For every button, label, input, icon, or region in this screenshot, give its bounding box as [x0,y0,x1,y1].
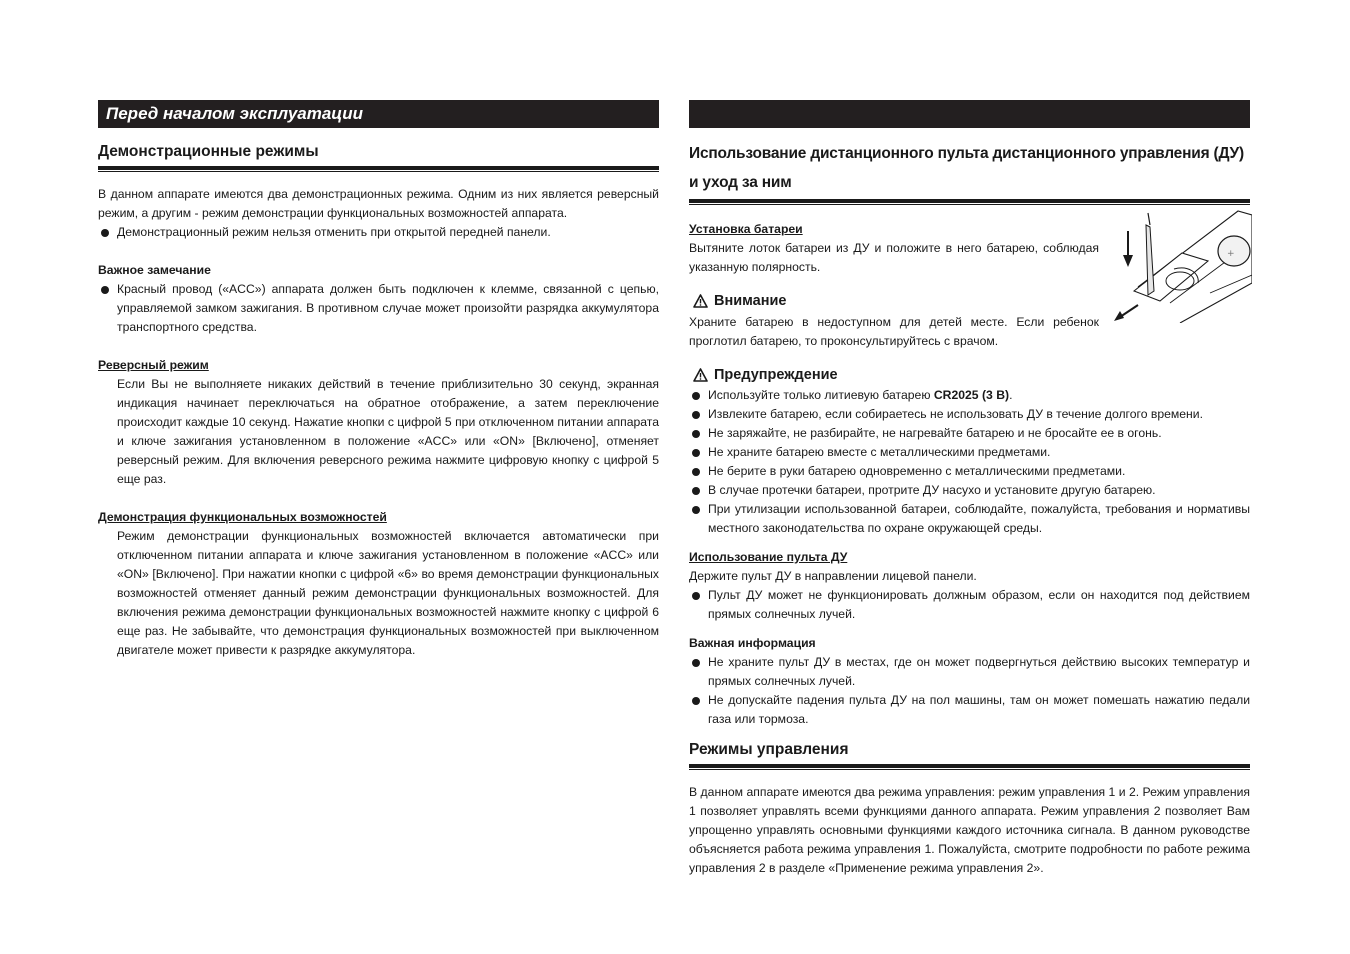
list-item [689,424,1250,443]
warning-triangle-icon [693,368,708,382]
bullet-icon [692,411,700,419]
control-modes-text: В данном аппарате имеются два режима управления: режим управления 1 и 2. Режим управления 1 позволяет управлять всеми функциями данного аппарата. Режим управления 2 позволяет Вам упрощенно управлять основными функциями каждого источника сигнала. В данном руководстве объясняется работа режима управления 1. Пожалуйста, смотрите подробности по работе режима управления 2 в разделе «Применение режима управления 2». [689,785,1250,875]
list-item [98,280,659,337]
important-info-title: Важная информация [689,636,816,650]
list-item-text: Не заряжайте, не разбирайте, не нагревайте батарею и не бросайте ее в огонь. [708,426,1162,440]
warning-heading [689,365,1250,385]
bullet-icon [692,449,700,457]
battery-install-title: Установка батареи [689,222,803,236]
list-item [689,500,1250,538]
list-item [689,443,1250,462]
remote-care-title: Использование дистанционного пульта дистанционного управления (ДУ) и уход за ним [689,145,1244,191]
bullet-icon [692,506,700,514]
list-item-text: В случае протечки батареи, протрите ДУ насухо и установите другую батарею. [708,483,1156,497]
remote-use-text: Держите пульт ДУ в направлении лицевой панели. [689,569,977,583]
demo-modes-intro: В данном аппарате имеются два демонстрационных режима. Одним из них является реверсный режим, а другим - режим демонстрации функциональных возможностей аппарата. [98,187,659,220]
title-rule [689,764,1250,771]
section-banner: Перед началом эксплуатации [98,100,659,128]
bullet-icon [692,592,700,600]
bullet-icon [692,392,700,400]
left-column [98,100,659,660]
battery-plus-mark: + [1227,249,1235,259]
list-item [689,653,1250,691]
reverse-mode-text: Если Вы не выполняете никаких действий в течение приблизительно 30 секунд, экранная индикация начинает переключаться на обратное отображение, а затем переключение происходит каждые 10 секунд. Нажатие кнопки с цифрой 5 при отключенном питании аппарата и ключе зажигания установленном в положение «ACC» или «ON» [Включено], отменяет реверсный режим. Для включения реверсного режима нажмите цифровую кнопку с цифрой 5 еще раз. [117,377,659,486]
list-item-text: Пульт ДУ может не функционировать должным образом, если он находится под действием прямых солнечных лучей. [708,588,1250,621]
list-item [689,481,1250,500]
feature-demo-title: Демонстрация функциональных возможностей [98,510,387,524]
bullet-icon [692,468,700,476]
list-item [689,462,1250,481]
caution-title: Внимание [714,293,787,309]
list-item [689,405,1250,424]
list-item [689,386,1250,405]
battery-install-text: Вытяните лоток батареи из ДУ и положите в него батарею, соблюдая указанную полярность. [689,241,1099,274]
demo-modes-title: Демонстрационные режимы [98,143,319,160]
list-item-text: Демонстрационный режим нельзя отменить при открытой передней панели. [117,225,551,239]
list-item-text: Используйте только литиевую батарею [708,388,934,402]
control-modes-title: Режимы управления [689,741,849,758]
warning-triangle-icon [693,294,708,308]
list-item-text: Не храните батарею вместе с металлическими предметами. [708,445,1051,459]
section-banner-empty [689,100,1250,128]
battery-install-illustration [1110,205,1252,323]
list-item-text: Не храните пульт ДУ в местах, где он может подвергнуться действию высоких температур и прямых солнечных лучей. [708,655,1250,688]
list-item-text: При утилизации использованной батареи, соблюдайте, пожалуйста, требования и нормативы местного законодательства по охране окружающей среды. [708,502,1250,535]
list-item-text: Не допускайте падения пульта ДУ на пол машины, там он может помешать нажатию педали газа или тормоза. [708,693,1250,726]
bullet-icon [692,659,700,667]
list-item [98,223,659,242]
right-column [689,100,1250,878]
bullet-icon [101,229,109,237]
battery-model: CR2025 (3 В) [933,388,1010,402]
caution-text: Храните батарею в недоступном для детей месте. Если ребенок проглотил батарею, то проконсультируйтесь с врачом. [689,315,1099,348]
title-rule [98,166,659,173]
bullet-icon [692,697,700,705]
list-item-text: Красный провод («ACC») аппарата должен быть подключен к клемме, связанной с цепью, управляемой замком зажигания. В противном случае может произойти разрядка аккумулятора транспортного средства. [117,282,659,334]
caution-heading [689,291,1099,311]
list-item-text: Не берите в руки батарею одновременно с металлическими предметами. [708,464,1126,478]
feature-demo-text: Режим демонстрации функциональных возможностей включается автоматически при отключенном питании аппарата и ключе зажигания установленном в положение «ACC» или «ON» [Включено]. При нажатии кнопки с цифрой «6» во время демонстрации функциональных возможностей отменяет данный режим демонстрации функциональных возможностей. Для включения режима демонстрации функциональных возможностей нажмите кнопку с цифрой 6 еще раз. Не забывайте, что демонстрация функциональных возможностей при выключенном двигателе может привести к разрядке аккумулятора. [117,529,659,657]
list-item-text-end: . [1009,388,1013,402]
bullet-icon [101,286,109,294]
list-item-text: Извлеките батарею, если собираетесь не использовать ДУ в течение долгого времени. [708,407,1203,421]
bullet-icon [692,487,700,495]
important-note-title: Важное замечание [98,263,211,277]
warning-title: Предупреждение [714,367,838,383]
list-item [689,691,1250,729]
remote-use-title: Использование пульта ДУ [689,550,848,564]
reverse-mode-title: Реверсный режим [98,358,209,372]
bullet-icon [692,430,700,438]
list-item [689,586,1250,624]
